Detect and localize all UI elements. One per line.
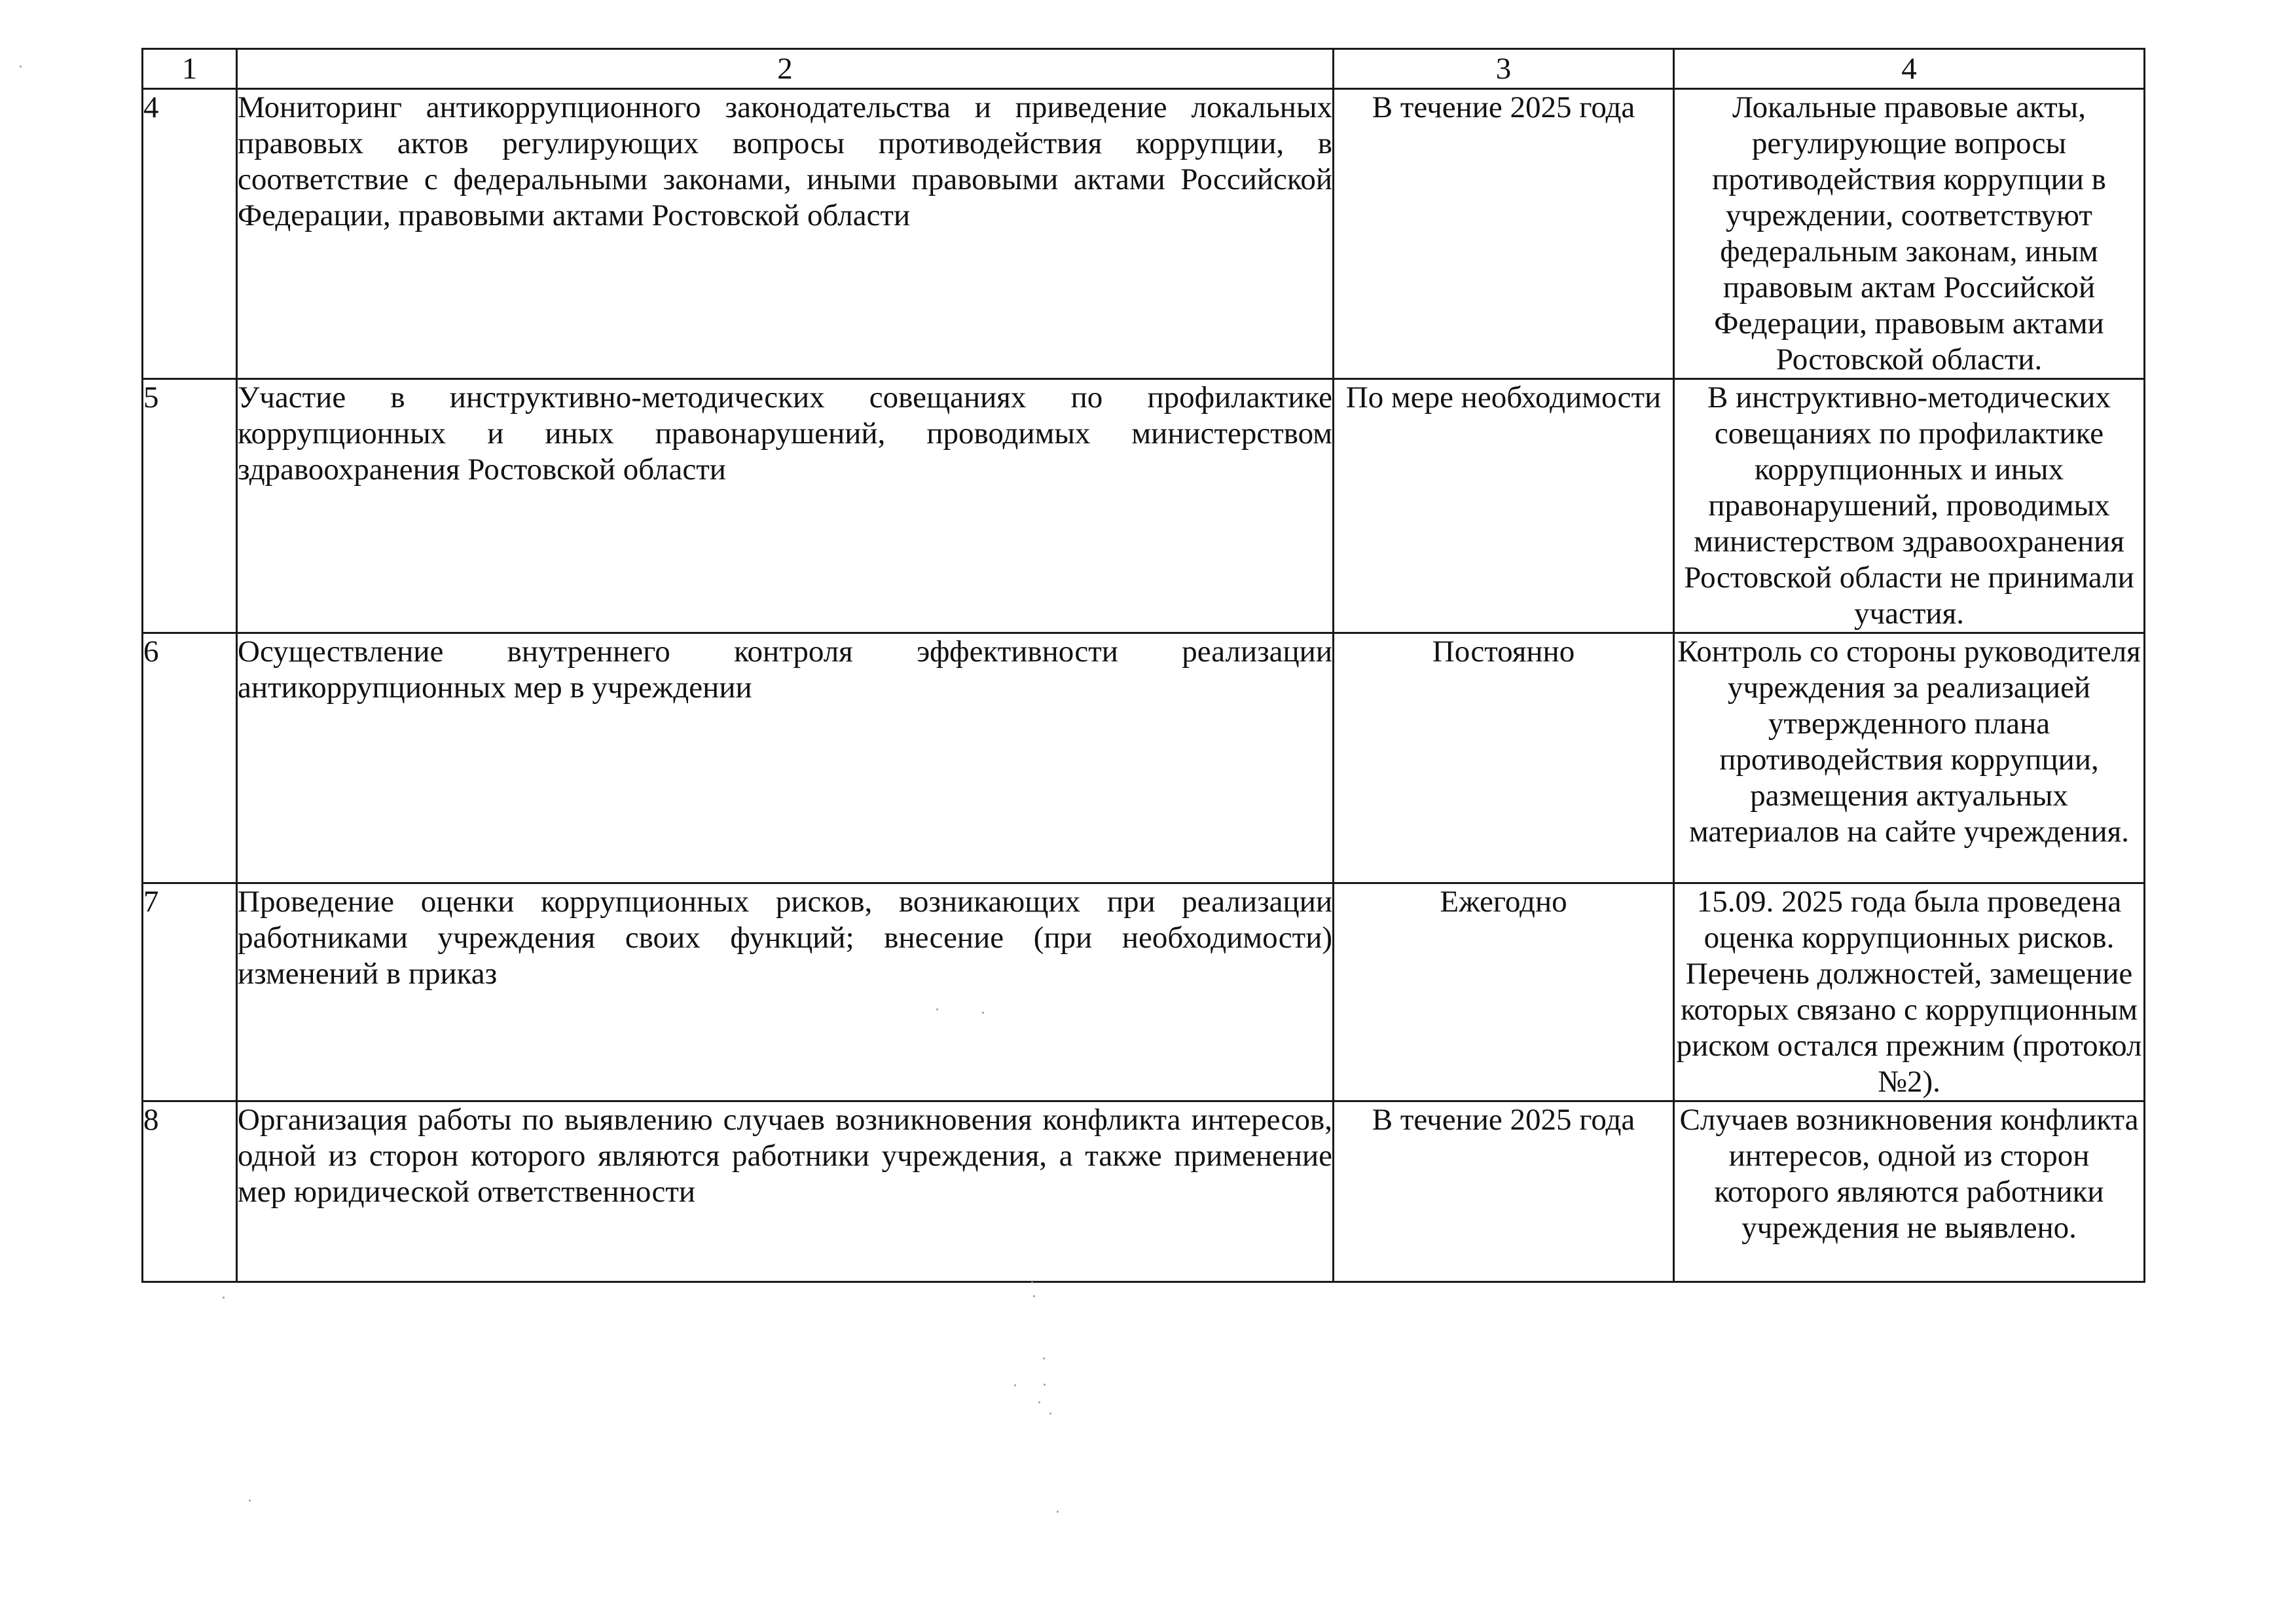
row-number: 8 [143,1101,237,1282]
scan-speck [1044,1384,1046,1386]
scan-speck [20,65,22,67]
result-text: 15.09. 2025 года была проведена оценка коррупционных рисков. Перечень должностей, замещение которых связано с коррупционным риском остался прежним (протокол №2). [1674,883,2145,1101]
measure-text: Организация работы по выявлению случаев возникновения конфликта интересов, одной из сторон которого являются работники учреждения, а также применение мер юридической ответственности [237,1101,1334,1282]
result-text: В инструктивно-методических совещаниях по профилактике коррупционных и иных правонарушений, проводимых министерством здравоохранения Ростовской области не принимали участия. [1674,379,2145,633]
result-text: Контроль со стороны руководителя учреждения за реализацией утвержденного плана противодействия коррупции, размещения актуальных материалов на сайте учреждения. [1674,633,2145,883]
result-text: Случаев возникновения конфликта интересов, одной из сторон которого являются работники учреждения не выявлено. [1674,1101,2145,1282]
table-row [143,633,2145,883]
scan-speck [982,1012,984,1014]
row-number: 5 [143,379,237,633]
column-number-1: 1 [143,49,237,89]
scan-speck [223,1297,225,1299]
scan-speck [1014,1384,1016,1386]
table-row [143,379,2145,633]
scan-speck [1057,1511,1059,1513]
term-text: В течение 2025 года [1334,89,1674,379]
measure-text: Осуществление внутреннего контроля эффективности реализации антикоррупционных мер в учреждении [237,633,1334,883]
column-number-2: 2 [237,49,1334,89]
table-row [143,1101,2145,1282]
scan-speck [1038,1401,1040,1403]
row-number: 6 [143,633,237,883]
term-text: Постоянно [1334,633,1674,883]
column-number-3: 3 [1334,49,1674,89]
measure-text: Проведение оценки коррупционных рисков, возникающих при реализации работниками учреждения своих функций; внесение (при необходимости) изменений в приказ [237,883,1334,1101]
scan-speck [1033,1295,1035,1297]
row-number: 4 [143,89,237,379]
result-text: Локальные правовые акты, регулирующие вопросы противодействия коррупции в учреждении, соответствуют федеральным законам, иным правовым актам Российской Федерации, правовым актами Ростовской области. [1674,89,2145,379]
scan-speck [936,1008,938,1010]
row-number: 7 [143,883,237,1101]
scan-speck [249,1500,251,1502]
scan-speck [1031,1282,1033,1283]
column-number-row [143,49,2145,89]
table-row [143,89,2145,379]
scan-speck [1049,1412,1051,1414]
scan-speck [1043,1357,1045,1359]
term-text: В течение 2025 года [1334,1101,1674,1282]
column-number-4: 4 [1674,49,2145,89]
anticorruption-plan-table [141,48,2145,1283]
term-text: По мере необходимости [1334,379,1674,633]
measure-text: Участие в инструктивно-методических совещаниях по профилактике коррупционных и иных правонарушений, проводимых министерством здравоохранения Ростовской области [237,379,1334,633]
measure-text: Мониторинг антикоррупционного законодательства и приведение локальных правовых актов регулирующих вопросы противодействия коррупции, в соответствие с федеральными законами, иными правовыми актами Российской Федерации, правовыми актами Ростовской области [237,89,1334,379]
table-row [143,883,2145,1101]
term-text: Ежегодно [1334,883,1674,1101]
